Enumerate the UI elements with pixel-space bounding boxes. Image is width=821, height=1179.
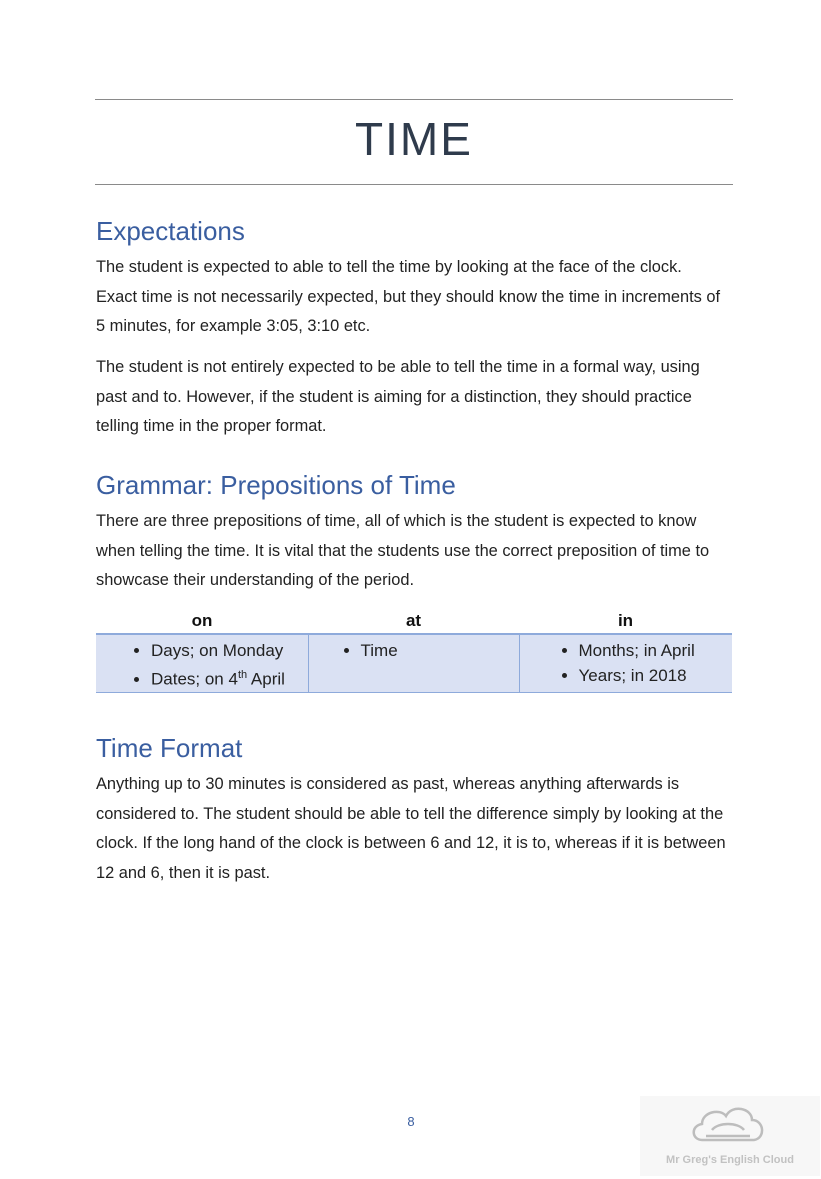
cell-on	[96, 634, 308, 692]
cell-at	[308, 634, 519, 692]
in-item-years: • Years; in 2018	[579, 663, 733, 688]
at-item-time: • Time	[361, 638, 519, 663]
time-format-heading: Time Format	[96, 733, 243, 763]
header-at: at	[308, 609, 519, 634]
on-item-dates: • Dates; on 4th April	[151, 663, 308, 692]
expectations-heading: Expectations	[96, 216, 245, 246]
in-item-months: • Months; in April	[579, 638, 733, 663]
expectations-paragraph-1: The student is expected to able to tell the time by looking at the face of the clock. Exact time is not necessarily expected, but they should know the time in increments of 5 minutes, for example 3:05, 3:10 etc.	[96, 258, 721, 335]
title-top-rule	[95, 99, 733, 100]
logo-text: Mr Greg's English Cloud	[666, 1154, 794, 1166]
prepositions-table	[96, 609, 732, 693]
header-on: on	[96, 609, 308, 634]
page-title: TIME	[355, 113, 473, 165]
cell-in	[519, 634, 732, 692]
page-number: 8	[407, 1114, 415, 1129]
time-format-paragraph: Anything up to 30 minutes is considered as past, whereas anything afterwards is considered to. The student should be able to tell the difference simply by looking at the clock. If the long hand of the clock is between 6 and 12, it is to, whereas if it is between 12 and 6, then it is past.	[96, 775, 726, 882]
expectations-paragraph-2: The student is not entirely expected to be able to tell the time in a formal way, using past and to. However, if the student is aiming for a distinction, they should practice telling time in the proper format.	[96, 358, 700, 435]
grammar-paragraph: There are three prepositions of time, all of which is the student is expected to know when telling the time. It is vital that the students use the correct preposition of time to showcase their understanding of the period.	[96, 512, 710, 589]
on-item-days: • Days; on Monday	[151, 638, 308, 663]
grammar-heading: Grammar: Prepositions of Time	[96, 470, 456, 500]
title-bottom-rule	[95, 184, 733, 185]
header-in: in	[519, 609, 732, 634]
